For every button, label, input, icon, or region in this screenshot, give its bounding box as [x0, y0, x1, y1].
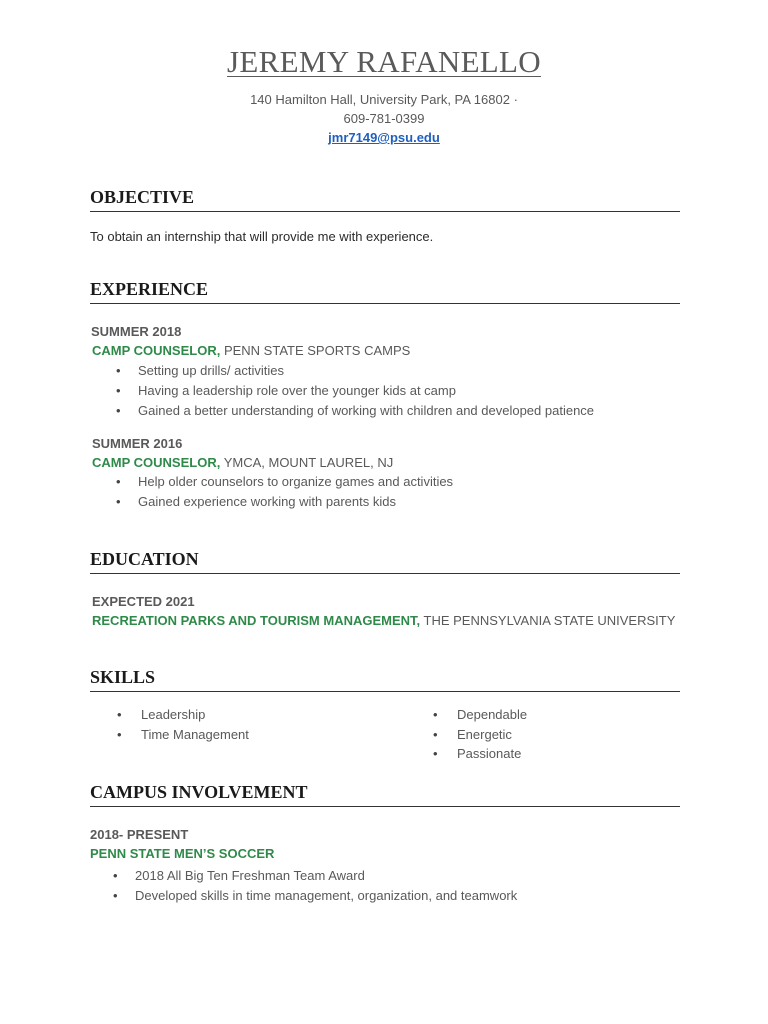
job-title [92, 343, 410, 358]
job-org: YMCA, MOUNT LAUREL, NJ [220, 455, 394, 470]
skill-item: • Passionate [433, 746, 522, 761]
skill-item: • Energetic [433, 727, 512, 742]
contact-phone: 609-781-0399 [343, 111, 425, 126]
list-item: • 2018 All Big Ten Freshman Team Award [113, 868, 365, 883]
education-degree: RECREATION PARKS AND TOURISM MANAGEMENT, [92, 613, 421, 628]
job-date: SUMMER 2016 [92, 436, 183, 451]
list-item: • Gained experience working with parents kids [116, 494, 396, 509]
section-title-education: EDUCATION [90, 549, 680, 574]
campus-org: PENN STATE MEN’S SOCCER [90, 846, 275, 861]
contact-address: 140 Hamilton Hall, University Park, PA 16802 · [250, 92, 518, 107]
job-org: PENN STATE SPORTS CAMPS [220, 343, 411, 358]
email-link[interactable]: jmr7149@psu.edu [328, 130, 440, 145]
bullet-dot-icon: • [433, 746, 438, 761]
bullet-dot-icon: • [116, 363, 121, 378]
bullet-dot-icon: • [116, 474, 121, 489]
bullet-dot-icon: • [113, 888, 118, 903]
job-date: SUMMER 2018 [91, 324, 182, 339]
bullet-dot-icon: • [113, 868, 118, 883]
job-title [92, 455, 393, 470]
bullet-dot-icon: • [433, 707, 438, 722]
job-role: CAMP COUNSELOR, [92, 455, 221, 470]
list-item: • Having a leadership role over the younger kids at camp [116, 383, 456, 398]
bullet-dot-icon: • [116, 383, 121, 398]
bullet-dot-icon: • [117, 727, 122, 742]
skill-item: • Leadership [117, 707, 206, 722]
education-degree-line [92, 613, 675, 628]
section-title-objective: OBJECTIVE [90, 187, 680, 212]
list-item: • Setting up drills/ activities [116, 363, 284, 378]
bullet-dot-icon: • [116, 494, 121, 509]
education-school: THE PENNSYLVANIA STATE UNIVERSITY [420, 613, 676, 628]
skill-item: • Time Management [117, 727, 249, 742]
campus-date: 2018- PRESENT [90, 827, 189, 842]
section-title-campus-involvement: CAMPUS INVOLVEMENT [90, 782, 680, 807]
bullet-dot-icon: • [433, 727, 438, 742]
section-title-skills: SKILLS [90, 667, 680, 692]
list-item: • Developed skills in time management, organization, and teamwork [113, 888, 518, 903]
list-item: • Gained a better understanding of working with children and developed patience [116, 403, 595, 418]
bullet-dot-icon: • [116, 403, 121, 418]
list-item: • Help older counselors to organize games and activities [116, 474, 454, 489]
objective-text: To obtain an internship that will provide me with experience. [90, 229, 434, 244]
candidate-name: JEREMY RAFANELLO [227, 44, 541, 79]
bullet-dot-icon: • [117, 707, 122, 722]
section-title-experience: EXPERIENCE [90, 279, 680, 304]
skill-item: • Dependable [433, 707, 528, 722]
education-date: EXPECTED 2021 [92, 594, 195, 609]
job-role: CAMP COUNSELOR, [92, 343, 221, 358]
